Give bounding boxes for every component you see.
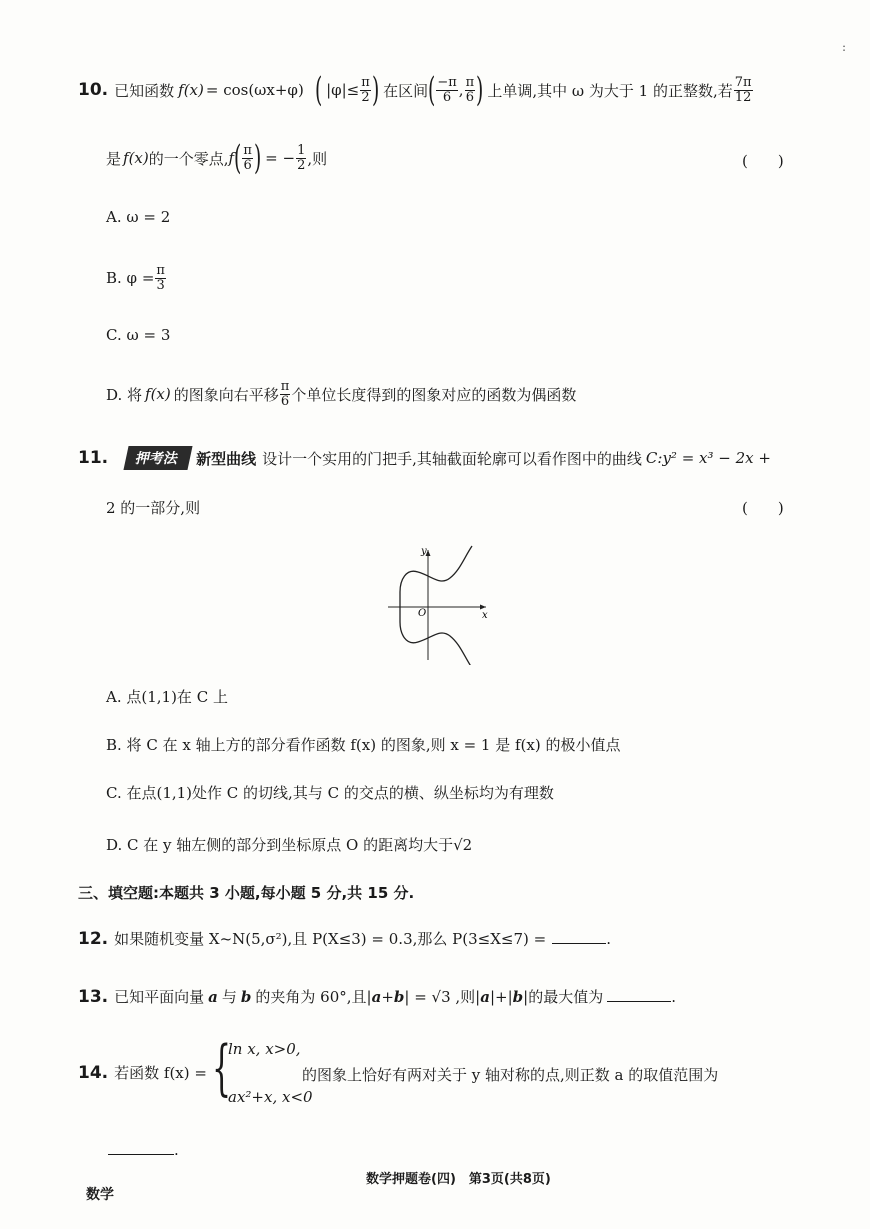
q11-curve-eq: C:y² = x³ − 2x + (645, 449, 771, 467)
q10-line2-frac-pi6: $\frac{\pi}{6}$ (243, 142, 252, 173)
q14-text-a: 若函数 f(x) = (114, 1064, 207, 1082)
section3-heading: 三、填空题:本题共 3 小题,每小题 5 分,共 15 分. (78, 884, 415, 902)
q14-number: 14. (78, 1063, 109, 1083)
q10-frac-7pi12: $\frac{7\pi}{12}$ (734, 74, 752, 105)
q11-option-d: D. C 在 y 轴左侧的部分到坐标原点 O 的距离均大于√2 (106, 836, 473, 854)
q12-number: 12. (78, 929, 109, 949)
graph-x-arrow (480, 605, 486, 610)
q10-number: 10. (78, 80, 109, 100)
q13-line (78, 986, 676, 1007)
q13-vec-a2: a (371, 988, 382, 1006)
graph-origin-label: O (418, 608, 427, 619)
q10-line2-eq: = − (265, 149, 296, 167)
graph-curve-upper (400, 546, 472, 607)
q10-comma: , (458, 81, 464, 99)
graph-y-label: y (421, 546, 427, 557)
q14-text-b: 的图象上恰好有两对关于 y 轴对称的点,则正数 a 的取值范围为 (302, 1066, 719, 1084)
q10-paren-close: ) (371, 70, 380, 110)
q11-curve-graph (384, 540, 494, 665)
q14-brace: { (212, 1033, 232, 1103)
q11-option-c: C. 在点(1,1)处作 C 的切线,其与 C 的交点的横、纵坐标均为有理数 (106, 784, 554, 802)
q10-frac-pi6: $\frac{\pi}{6}$ (465, 74, 475, 105)
q13-text-f: |+| (489, 988, 513, 1006)
q10-option-d-frac: $\frac{\pi}{6}$ (280, 378, 290, 409)
q10-eq: = cos(ωx+φ) (205, 81, 304, 99)
corner-mark: : (842, 40, 847, 54)
q11-text: 设计一个实用的门把手,其轴截面轮廓可以看作图中的曲线 (262, 449, 642, 468)
q10-line2 (106, 138, 327, 178)
q13-vec-b3: b (512, 988, 524, 1006)
q13-answer-blank[interactable] (607, 1001, 671, 1002)
q10-text-b: 上单调,其中 ω 为大于 1 的正整数,若 (487, 81, 733, 100)
q10-option-b (106, 258, 167, 298)
q10-paren-open: ( (314, 70, 323, 110)
q10-option-d-a: D. 将 (106, 385, 143, 404)
q12-end: . (606, 930, 611, 948)
graph-x-label: x (482, 610, 488, 621)
q10-interval-close: ) (476, 70, 484, 110)
q14-case1: ln x, x>0, (228, 1040, 301, 1058)
q12-text: 如果随机变量 X~N(5,σ²),且 P(X≤3) = 0.3,那么 P(3≤X≤7) = (114, 930, 547, 948)
q10-option-a: A. ω = 2 (106, 208, 171, 226)
q10-line2-c: ,则 (307, 149, 328, 168)
q10-line1 (78, 70, 754, 110)
q10-interval-text: 在区间 (383, 81, 429, 100)
q11-option-a: A. 点(1,1)在 C 上 (106, 688, 228, 706)
q11-tag: 新型曲线 (196, 449, 257, 468)
q10-option-b-frac: $\frac{\pi}{3}$ (156, 262, 165, 293)
q13-vec-a: a (208, 988, 218, 1006)
q13-text-a: 已知平面向量 (114, 988, 205, 1006)
subject-label: 数学 (86, 1187, 114, 1203)
q12-answer-blank[interactable] (552, 943, 606, 944)
q10-option-d-func: f(x) (145, 385, 171, 403)
q11-badge: 押考法 (124, 446, 193, 470)
q10-line2-b: 的一个零点, (148, 149, 229, 168)
q13-text-c: 的夹角为 60°,且| (255, 988, 372, 1006)
q10-text-a: 已知函数 (114, 81, 175, 100)
q10-line2-frac-half: $\frac{1}{2}$ (297, 142, 306, 173)
q10-option-d (106, 374, 576, 414)
q10-abs-phi: |φ|≤ (326, 81, 360, 99)
page-footer: 数学押题卷(四) 第3页(共8页) (366, 1172, 551, 1187)
q10-line2-func: f(x) (123, 149, 149, 167)
q10-line2-a: 是 (106, 149, 122, 168)
q14-end: . (174, 1141, 179, 1159)
q10-option-d-b: 的图象向右平移 (173, 385, 279, 404)
q10-answer-paren: ( ) (742, 152, 784, 170)
graph-curve-lower (400, 607, 472, 665)
q14-line (78, 1062, 207, 1083)
q10-option-c: C. ω = 3 (106, 326, 171, 344)
q13-vec-b: b (240, 988, 252, 1006)
q11-line2: 2 的一部分,则 (106, 499, 201, 517)
q11-answer-paren: ( ) (742, 499, 784, 517)
q10-option-d-c: 个单位长度得到的图象对应的函数为偶函数 (291, 385, 577, 404)
q13-text-b: 与 (221, 988, 237, 1006)
q13-text-g: |的最大值为 (523, 988, 604, 1006)
q13-text-d: + (381, 988, 394, 1006)
q10-option-b-prefix: B. φ = (106, 269, 155, 287)
q10-line2-paren-close: ) (253, 138, 262, 178)
q14-answer-line (108, 1136, 179, 1159)
q13-number: 13. (78, 987, 109, 1007)
q13-text-e: | = √3 ,则| (404, 988, 481, 1006)
q12-line (78, 928, 611, 949)
q10-line2-f: f (228, 149, 235, 167)
q11-number: 11. (78, 448, 109, 468)
q10-frac-neg-pi6: $\frac{-\pi}{6}$ (437, 74, 457, 105)
q10-func: f(x) (178, 81, 204, 99)
q14-case2: ax²+x, x<0 (228, 1088, 313, 1106)
q11-line1 (78, 446, 771, 470)
q10-line2-paren-open: ( (234, 138, 242, 178)
q10-interval-open: ( (428, 70, 436, 110)
q14-answer-blank[interactable] (108, 1136, 174, 1155)
q13-vec-b2: b (393, 988, 405, 1006)
q11-option-b: B. 将 C 在 x 轴上方的部分看作函数 f(x) 的图象,则 x = 1 是 f(x) 的极小值点 (106, 736, 621, 754)
q13-vec-a3: a (480, 988, 490, 1006)
q13-end: . (671, 988, 677, 1006)
q10-frac-pi2: $\frac{\pi}{2}$ (361, 74, 370, 105)
